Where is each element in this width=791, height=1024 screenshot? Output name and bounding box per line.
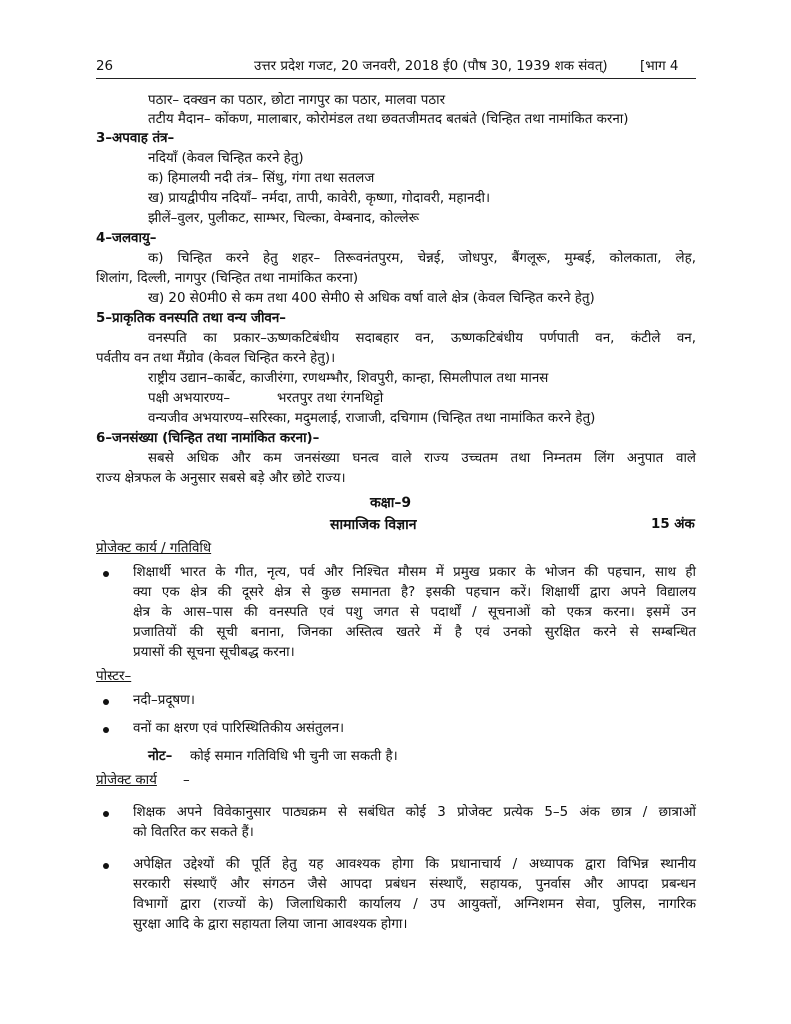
national-parks-line: राष्ट्रीय उद्यान–कार्बेट, काजीरंगा, रणथम्भौर, शिवपुरी, कान्हा, सिमलीपाल तथा मानस: [148, 371, 549, 386]
poster-heading: पोस्टर–: [96, 669, 132, 684]
bullet-icon: [103, 571, 109, 577]
subject-marks: 15 अंक: [651, 517, 695, 532]
project-work-item-2-line-4: सुरक्षा आदि के द्वारा सहायता लिया जाना आवश्यक होगा।: [133, 917, 408, 932]
drainage-heading: 3–अपवाह तंत्र–: [96, 131, 175, 146]
plateau-line: पठार– दक्खन का पठार, छोटा नागपुर का पठार, मालवा पठार: [148, 93, 446, 108]
population-heading: 6–जनसंख्या (चिन्हित तथा नामांकित करना)–: [96, 431, 320, 446]
rainfall-line: ख) 20 से0मी0 से कम तथा 400 सेमी0 से अधिक वर्षा वाले क्षेत्र (केवल चिन्हित करने हेतु): [148, 291, 595, 306]
project-activity-line-1: शिक्षार्थी भारत के गीत, नृत्य, पर्व और निश्चित मौसम में प्रमुख प्रकार के भोजन की पहचान, साथ ही: [133, 565, 696, 580]
bird-sanctuary-label: पक्षी अभयारण्य–: [148, 391, 231, 406]
class-title: कक्षा–9: [370, 495, 412, 511]
vegetation-heading: 5–प्राकृतिक वनस्पति तथा वन्य जीवन–: [96, 311, 287, 326]
poster-item-river-pollution: नदी–प्रदूषण।: [133, 693, 195, 708]
poster-item-deforestation: वनों का क्षरण एवं पारिस्थितिकीय असंतुलन।: [133, 721, 345, 736]
part-label: [भाग 4: [640, 59, 679, 74]
project-activity-heading: प्रोजेक्ट कार्य / गतिविधि: [96, 541, 212, 556]
climate-cities-line: क) चिन्हित करने हेतु शहर– तिरूवनंतपुरम, चेन्नई, जोधपुर, बैंगलूरू, मुम्बई, कोलकाता, लेह,: [148, 251, 696, 266]
subject-title: सामाजिक विज्ञान: [330, 517, 417, 533]
project-work-item-2-line-3: विभागों द्वारा (राज्यों के) जिलाधिकारी कार्यालय / उप आयुक्तों, अग्निशमन सेवा, पुलिस, नागरिक: [133, 897, 696, 912]
project-work-item-2-line-1: अपेक्षित उद्देश्यों की पूर्ति हेतु यह आवश्यक होगा कि प्रधानाचार्य / अध्यापक द्वारा विभिन्न स्थानीय: [133, 857, 696, 872]
project-work-heading-dash: –: [183, 773, 190, 788]
vegetation-types-line: वनस्पति का प्रकार–ऊष्णकटिबंधीय सदाबहार वन, ऊष्णकटिबंधीय पर्णपाती वन, कंटीले वन,: [148, 331, 696, 346]
project-work-item-2-line-2: सरकारी संस्थाएँ और संगठन जैसे आपदा प्रबंधन संस्थाएँ, सहायक, पुनर्वास और आपदा प्रबन्धन: [133, 877, 696, 892]
vegetation-types-line-2: पर्वतीय वन तथा मैंग्रोव (केवल चिन्हित करने हेतु)।: [96, 351, 336, 366]
bullet-icon: [103, 863, 109, 869]
bird-sanctuary-value: भरतपुर तथा रंगनथिट्टो: [277, 391, 384, 406]
coastal-plain-line: तटीय मैदान– कोंकण, मालाबार, कोरोमंडल तथा छवतजीमतद बतबंते (चिन्हित तथा नामांकित करना): [148, 112, 629, 127]
project-activity-line-3: क्षेत्र के आस–पास की वनस्पति एवं पशु जगत से पदार्थों / सूचनाओं को एकत्र करना। इसमें उन: [133, 605, 696, 620]
project-work-item-1-line-1: शिक्षक अपने विवेकानुसार पाठ्यक्रम से सबंधित कोई 3 प्रोजेक्ट प्रत्येक 5–5 अंक छात्र / छात्राओं: [133, 805, 696, 820]
note-text: कोई समान गतिविधि भी चुनी जा सकती है।: [190, 749, 398, 764]
project-activity-line-4: प्रजातियों की सूची बनाना, जिनका अस्तित्व खतरे में है एवं उनको सुरक्षित करने से सम्बन्धित: [133, 625, 696, 640]
climate-heading: 4–जलवायु–: [96, 231, 157, 246]
peninsular-rivers-line: ख) प्रायद्वीपीय नदियाँ– नर्मदा, तापी, कावेरी, कृष्णा, गोदावरी, महानदी।: [148, 191, 491, 206]
project-work-heading: प्रोजेक्ट कार्य: [96, 773, 157, 788]
population-line-1: सबसे अधिक और कम जनसंख्या घनत्व वाले राज्य उच्चतम तथा निम्नतम लिंग अनुपात वाले: [148, 451, 696, 466]
bullet-icon: [103, 811, 109, 817]
project-activity-line-2: क्या एक क्षेत्र की दूसरे क्षेत्र से कुछ समानता है? इसकी पहचान करें। शिक्षार्थी द्वारा अपने विद्यालय: [133, 585, 696, 600]
header-rule: [96, 78, 696, 79]
bullet-icon: [103, 727, 109, 733]
population-line-2: राज्य क्षेत्रफल के अनुसार सबसे बड़े और छोटे राज्य।: [96, 471, 346, 486]
gazette-title: उत्तर प्रदेश गजट, 20 जनवरी, 2018 ई0 (पौष 30, 1939 शक संवत्): [254, 59, 608, 74]
rivers-line: नदियाँ (केवल चिन्हित करने हेतु): [148, 151, 304, 166]
project-activity-line-5: प्रयासों की सूचना सूचीबद्ध करना।: [133, 645, 295, 660]
himalayan-rivers-line: क) हिमालयी नदी तंत्र– सिंधु, गंगा तथा सतलज: [148, 171, 375, 186]
wildlife-sanctuary-line: वन्यजीव अभयारण्य–सरिस्का, मदुमलाई, राजाजी, दचिगाम (चिन्हित तथा नामांकित करने हेतु): [148, 411, 596, 426]
note-label: नोट–: [148, 749, 173, 764]
bullet-icon: [103, 699, 109, 705]
climate-cities-line-2: शिलांग, दिल्ली, नागपुर (चिन्हित तथा नामांकित करना): [96, 271, 359, 286]
page-number: 26: [96, 59, 114, 74]
lakes-line: झीलें–वुलर, पुलीकट, साम्भर, चिल्का, वेम्बनाद, कोल्लेरू: [148, 211, 420, 226]
project-work-item-1-line-2: को वितरित कर सकते हैं।: [133, 825, 254, 840]
